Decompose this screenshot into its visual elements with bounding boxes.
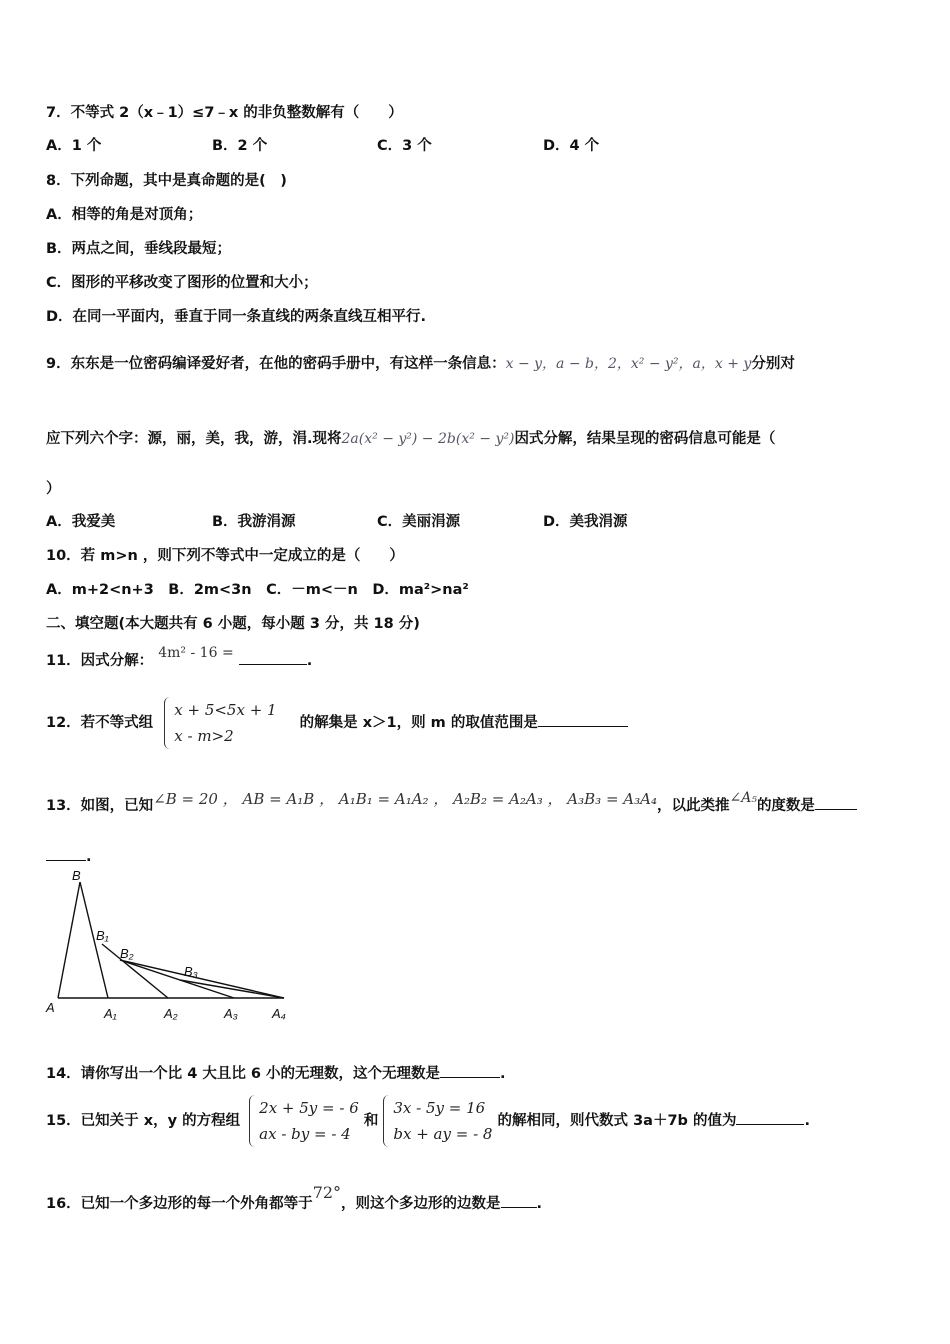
label-a3: A₃ [224,1006,238,1021]
q13-line2 [46,846,92,866]
q7-option-c: C．3 个 [377,138,432,154]
q15-sys2-row-1: 3x - 5y = 16 [393,1099,486,1117]
q9-line2 [46,430,775,448]
q15-mid: 和 [363,1113,379,1129]
q12-row-2: x - m>2 [174,727,234,745]
q15-sys2-row-2: bx + ay = - 8 [393,1125,493,1143]
q8-stem: 8．下列命题，其中是真命题的是( ) [46,173,287,189]
q9-line3: ） [46,481,61,497]
q13-angle: ∠A₅ [729,790,757,806]
q7-option-b: B．2 个 [212,138,268,154]
q8-option-c: C．图形的平移改变了图形的位置和大小； [46,275,318,291]
q9-stem-a: 9．东东是一位密码编译爱好者，在他的密码手册中，有这样一条信息： [46,356,506,372]
q13-conditions: ∠B = 20 ， AB = A₁B ， A₁B₁ = A₁A₂ ， A₂B₂ = A₂A₃ ， A₃B₃ = A₃A₄ [153,790,657,808]
q11-expression: 4m² - 16 = [158,645,234,661]
q15-brace-1 [249,1095,258,1147]
q15-line [46,1095,810,1147]
q9-line2-b: 因式分解，结果呈现的密码信息可能是（ [514,431,776,447]
label-b2: B₂ [120,946,134,961]
segment-b2-a3 [120,960,234,998]
segment-a-b [58,882,80,998]
q9-option-c: C．美丽涓源 [377,514,461,530]
q13-answer-blank-1[interactable] [815,795,857,810]
q15-stem: 15．已知关于 x，y 的方程组 [46,1113,241,1129]
q16-stem: 16．已知一个多边形的每一个外角都等于 [46,1196,313,1212]
q9-option-b: B．我游涓源 [212,514,296,530]
label-b1: B₁ [96,928,109,943]
q15-sys1-row-1: 2x + 5y = - 6 [259,1099,359,1117]
label-a2: A₂ [164,1006,178,1021]
section-2-heading: 二、填空题(本大题共有 6 小题，每小题 3 分，共 18 分) [46,616,420,632]
q9-info: x − y，a − b，2，x² − y²，a，x + y [505,356,752,372]
q12-answer-blank[interactable] [538,712,628,727]
q13-answer-blank-2[interactable] [46,846,86,861]
q16-line [46,1183,543,1213]
q10-stem: 10．若 m>n ，则下列不等式中一定成立的是（ ） [46,548,404,564]
q10-options: A．m+2<n+3 B．2m<3n C．－m<－n D．ma²>na² [46,582,469,598]
q15-system-2 [383,1095,492,1147]
q15-system-1 [249,1095,359,1147]
q15-end: . [804,1113,810,1129]
q16-end: . [536,1196,543,1212]
q11-answer-blank[interactable] [239,650,307,665]
q11-end: . [306,653,313,669]
q13-figure [40,870,300,1025]
q14-end: . [500,1066,506,1082]
q12-inequality-system [164,697,276,749]
q9-option-a: A．我爱美 [46,514,116,530]
label-a: A [46,1000,55,1015]
label-a4: A₄ [272,1006,286,1021]
q8-option-b: B．两点之间，垂线段最短； [46,241,232,257]
q11-line [46,645,313,670]
q12-tail: 的解集是 x＞1，则 m 的取值范围是 [299,715,538,731]
q12-line [46,697,628,749]
q7-option-a: A．1 个 [46,138,102,154]
q15-answer-blank[interactable] [736,1110,804,1125]
q13-line [46,790,857,815]
q16-answer-blank[interactable] [501,1193,537,1208]
q9-option-d: D．美我涓源 [543,514,628,530]
q8-option-a: A．相等的角是对顶角； [46,207,203,223]
q12-stem: 12．若不等式组 [46,715,154,731]
q9-stem-b: 分别对 [751,356,795,372]
q15-brace-2 [383,1095,392,1147]
label-b: B [72,870,81,883]
q13-tail-a: ，以此类推 [656,798,730,814]
q7-stem: 7．不等式 2（x﹣1）≤7﹣x 的非负整数解有（ ） [46,105,403,121]
q14-line [46,1063,506,1083]
q9-expression: 2a(x² − y²) − 2b(x² − y²) [341,431,515,447]
q7-option-d: D．4 个 [543,138,600,154]
q13-tail-b: 的度数是 [756,798,815,814]
q8-option-d: D．在同一平面内，垂直于同一条直线的两条直线互相平行. [46,309,427,325]
q14-answer-blank[interactable] [440,1063,500,1078]
q15-tail: 的解相同，则代数式 3a＋7b 的值为 [497,1113,737,1129]
q12-row-1: x + 5<5x + 1 [174,701,277,719]
q9-line1 [46,355,795,373]
q9-line2-a: 应下列六个字：源，丽，美，我，游，涓.现将 [46,431,342,447]
q13-end: . [86,849,92,865]
q16-angle: 72° [312,1183,342,1202]
q14-stem: 14．请你写出一个比 4 大且比 6 小的无理数，这个无理数是 [46,1066,441,1082]
label-a1: A₁ [104,1006,117,1021]
q16-tail: ，则这个多边形的边数是 [341,1196,501,1212]
q12-brace [164,697,173,749]
label-b3: B₃ [184,964,198,979]
q15-sys1-row-2: ax - by = - 4 [259,1125,351,1143]
q13-stem: 13．如图，已知 [46,798,154,814]
q11-stem: 11．因式分解： [46,653,154,669]
segment-b3-a4 [180,980,284,998]
segment-b1-a2 [102,944,168,998]
